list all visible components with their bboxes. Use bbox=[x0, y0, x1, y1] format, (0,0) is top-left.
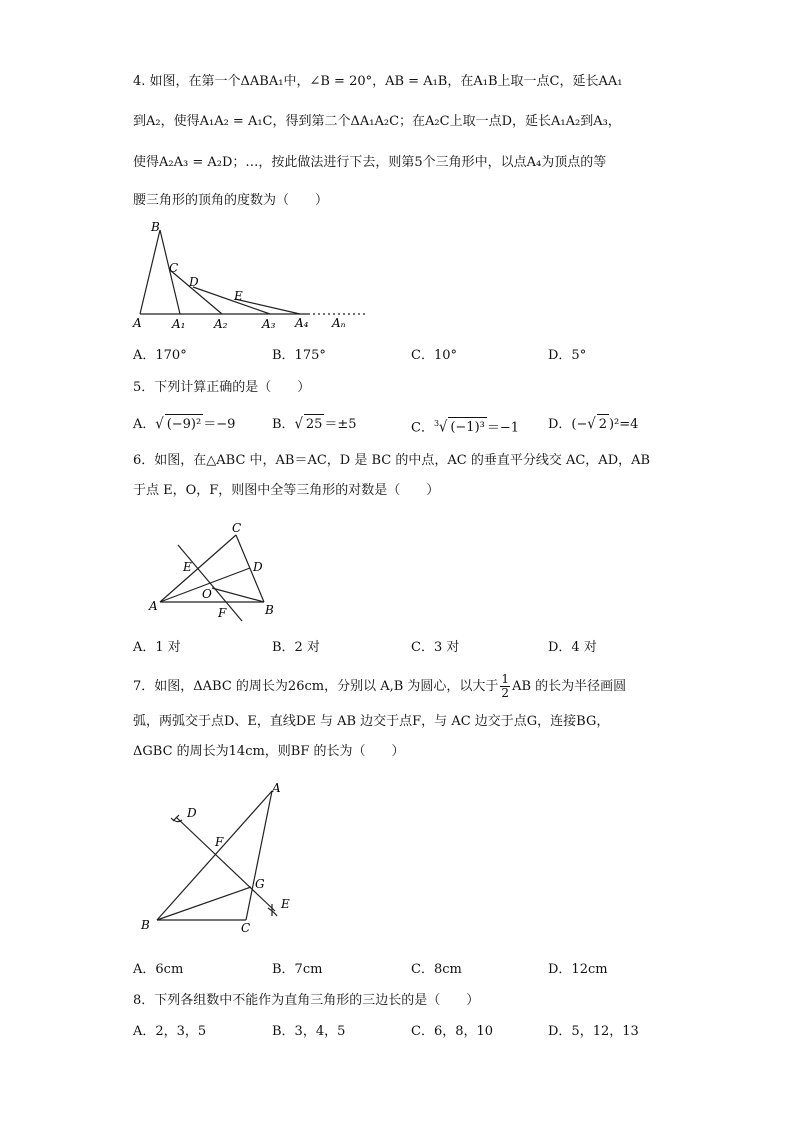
q8-option-c[interactable]: C．6，8，10 bbox=[411, 1024, 494, 1039]
q4-stem-line-3: 使得A₂A₃ = A₂D；…，按此做法进行下去，则第5个三角形中，以点A₄为顶点的等 bbox=[133, 155, 607, 170]
q5-option-a[interactable]: A．√ (−9)² ＝−9 bbox=[133, 415, 236, 434]
label-A4: A₄ bbox=[295, 316, 309, 330]
q6-option-a[interactable]: A．1 对 bbox=[133, 640, 181, 655]
label-D: D bbox=[189, 275, 199, 289]
one-half-fraction: $\frac{1}{2}$ bbox=[501, 672, 510, 700]
q7-stem-line-3: ΔGBC 的周长为14cm，则BF 的长为（ ） bbox=[133, 744, 405, 759]
q7-option-b[interactable]: B．7cm bbox=[272, 962, 323, 977]
q6-option-b[interactable]: B．2 对 bbox=[272, 640, 320, 655]
q7-stem-line-1: 7．如图，ΔABC 的周长为26cm，分别以 A,B 为圆心，以大于 $\frac{1}{2}$ AB 的长为半径画圆 bbox=[133, 672, 627, 700]
q8-stem: 8．下列各组数中不能作为直角三角形的三边长的是（ ） bbox=[133, 993, 480, 1008]
q7-figure bbox=[135, 780, 300, 940]
label-E: E bbox=[234, 289, 243, 303]
label-A: A bbox=[149, 599, 158, 613]
label-E: E bbox=[183, 560, 192, 574]
q4-stem-line-1: 4. 如图，在第一个ΔABA₁中，∠B = 20°，AB = A₁B，在A₁B上取一点C，延长AA₁ bbox=[133, 74, 623, 89]
label-F: F bbox=[218, 606, 227, 620]
q5-stem: 5．下列计算正确的是（ ） bbox=[133, 380, 311, 395]
label-C: C bbox=[169, 261, 179, 275]
q7-option-a[interactable]: A．6cm bbox=[133, 962, 184, 977]
q7-option-c[interactable]: C．8cm bbox=[411, 962, 462, 977]
q8-option-b[interactable]: B．3，4，5 bbox=[272, 1024, 346, 1039]
q6-option-d[interactable]: D．4 对 bbox=[548, 640, 597, 655]
label-B: B bbox=[265, 603, 274, 617]
label-E: E bbox=[281, 897, 290, 911]
label-F: F bbox=[215, 835, 224, 849]
q4-option-a[interactable]: A．170° bbox=[133, 348, 187, 363]
label-D: D bbox=[253, 560, 263, 574]
q5-option-b[interactable]: B．√ 25 ＝±5 bbox=[272, 415, 357, 434]
q6-stem-line-1: 6．如图，在△ABC 中，AB＝AC，D 是 BC 的中点，AC 的垂直平分线交 AC，AD，AB bbox=[133, 453, 651, 468]
q6-stem-line-2: 于点 E，O，F，则图中全等三角形的对数是（ ） bbox=[133, 483, 440, 498]
q4-stem-line-2: 到A₂，使得A₁A₂ = A₁C，得到第二个ΔA₁A₂C；在A₂C上取一点D，延长A₁A₂到A₃， bbox=[133, 114, 621, 129]
label-A: A bbox=[272, 781, 281, 795]
q6-figure bbox=[140, 515, 290, 627]
label-G: G bbox=[255, 877, 265, 891]
q6-option-c[interactable]: C．3 对 bbox=[411, 640, 460, 655]
q4-option-c[interactable]: C．10° bbox=[411, 348, 457, 363]
label-D: D bbox=[187, 806, 197, 820]
label-B: B bbox=[141, 918, 150, 932]
q5-option-c[interactable]: C．$^3$√ (−1)³ ＝−1 bbox=[411, 419, 520, 437]
q8-option-d[interactable]: D．5，12，13 bbox=[548, 1024, 639, 1039]
q4-option-d[interactable]: D．5° bbox=[548, 348, 587, 363]
label-C: C bbox=[241, 921, 251, 935]
label-A1: A₁ bbox=[172, 317, 186, 331]
q5-option-d[interactable]: D．(−√ 2 )²=4 bbox=[548, 415, 639, 434]
label-A: A bbox=[133, 316, 142, 330]
label-A3: A₃ bbox=[262, 317, 276, 331]
q8-option-a[interactable]: A．2，3，5 bbox=[133, 1024, 207, 1039]
q4-figure bbox=[128, 218, 378, 338]
label-An: Aₙ bbox=[332, 316, 346, 330]
q4-stem-line-4: 腰三角形的顶角的度数为（ ） bbox=[133, 193, 329, 208]
label-O: O bbox=[202, 587, 212, 601]
label-C: C bbox=[232, 521, 242, 535]
label-A2: A₂ bbox=[214, 317, 228, 331]
label-B: B bbox=[151, 220, 160, 234]
q7-stem-line-2: 弧，两弧交于点D、E，直线DE 与 AB 边交于点F，与 AC 边交于点G，连接BG， bbox=[133, 714, 610, 729]
q4-option-b[interactable]: B．175° bbox=[272, 348, 326, 363]
q7-option-d[interactable]: D．12cm bbox=[548, 962, 608, 977]
